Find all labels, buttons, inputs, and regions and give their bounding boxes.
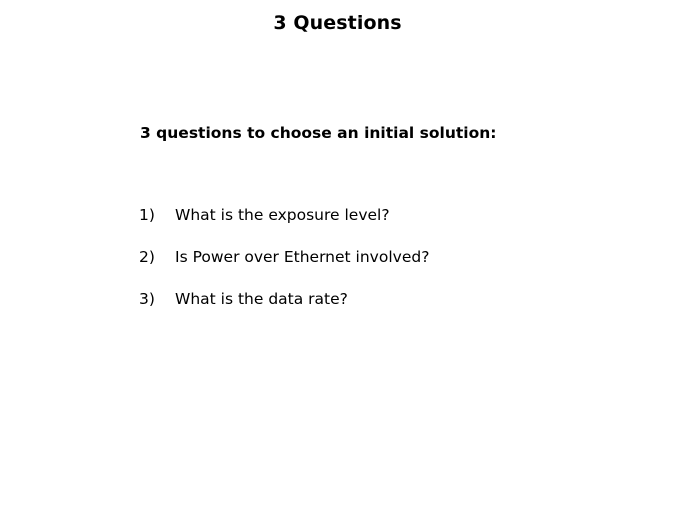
slide-title: 3 Questions	[273, 12, 402, 34]
list-item	[139, 246, 429, 268]
question-number: 1)	[139, 206, 155, 224]
question-text: Is Power over Ethernet involved?	[175, 248, 430, 266]
list-item	[139, 204, 429, 226]
intro-heading: 3 questions to choose an initial solution:	[140, 124, 497, 142]
question-list	[139, 204, 429, 330]
list-item	[139, 288, 429, 310]
question-number: 3)	[139, 290, 155, 308]
question-text: What is the exposure level?	[175, 206, 390, 224]
question-text: What is the data rate?	[175, 290, 348, 308]
question-number: 2)	[139, 248, 155, 266]
